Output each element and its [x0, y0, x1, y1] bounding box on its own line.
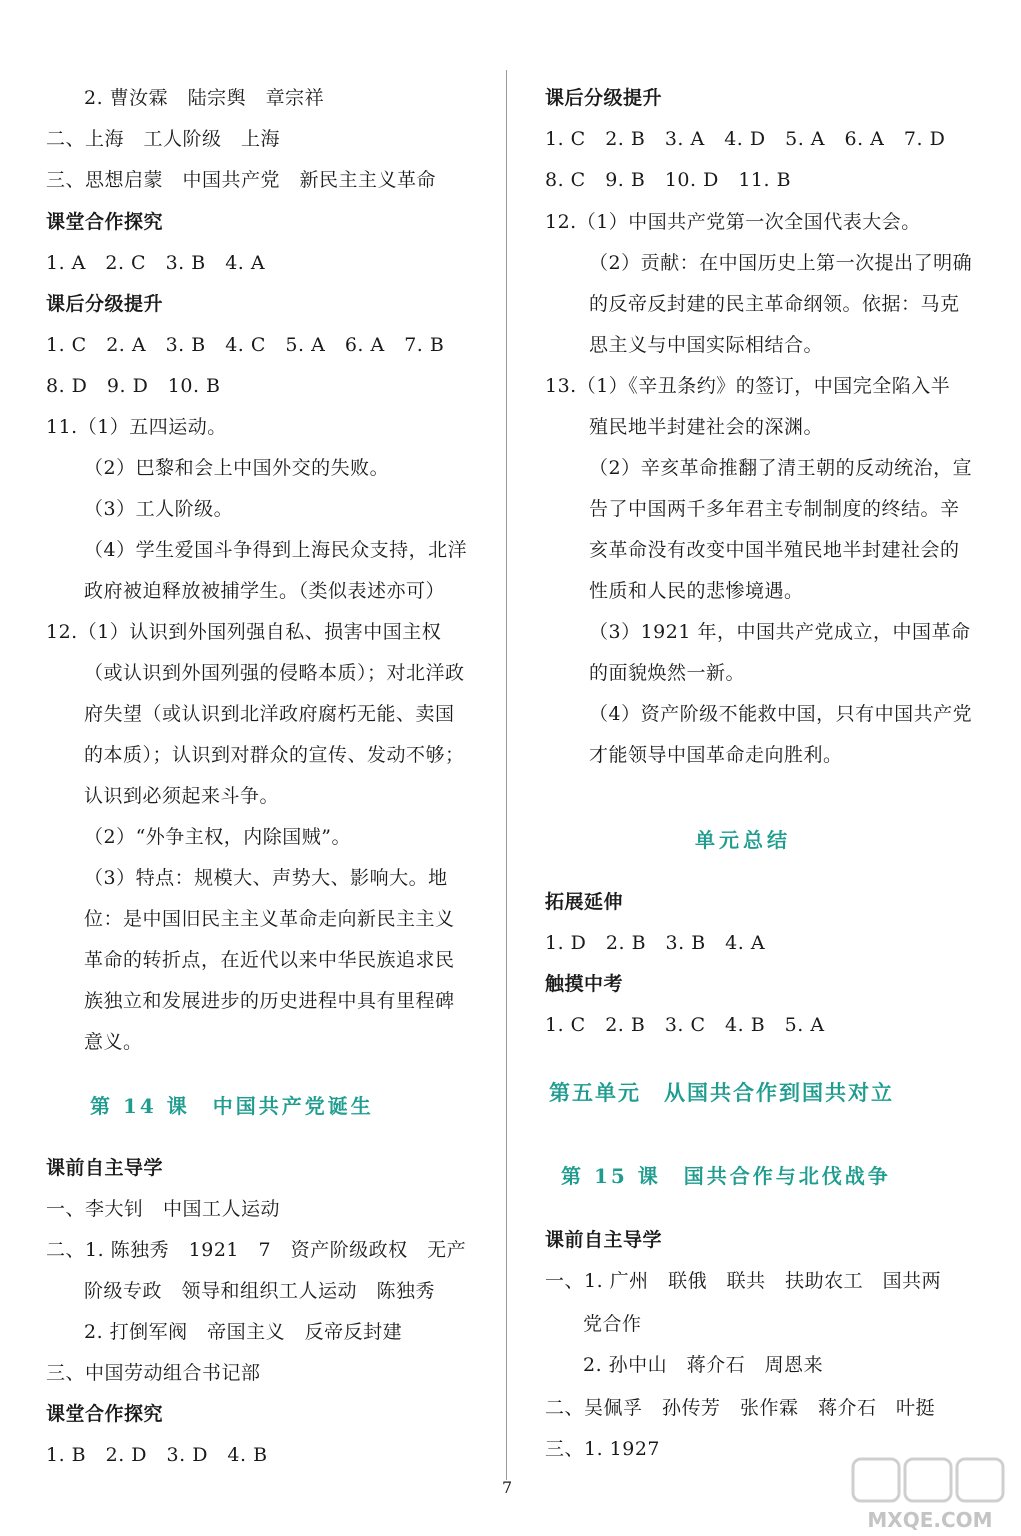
- section-heading: 课堂合作探究: [46, 211, 164, 233]
- section-heading: 拓展延伸: [545, 891, 624, 913]
- text-line: 一、1. 广州 联俄 联共 扶助农工 国共两: [545, 1270, 942, 1292]
- text-line: 族独立和发展进步的历史进程中具有里程碑: [84, 990, 455, 1012]
- answer-line: 1. C 2. B 3. C 4. B 5. A: [545, 1014, 825, 1036]
- text-line: 12.（1）中国共产党第一次全国代表大会。: [545, 211, 921, 233]
- text-line: 二、上海 工人阶级 上海: [46, 128, 281, 150]
- text-line: 11.（1）五四运动。: [46, 416, 227, 438]
- watermark-text: MXQE.COM: [867, 1508, 993, 1532]
- unit-summary-title: 单元总结: [695, 828, 791, 852]
- answer-line: 8. D 9. D 10. B: [46, 375, 221, 397]
- text-line: 革命的转折点，在近代以来中华民族追求民: [84, 949, 455, 971]
- text-line: （3）1921 年，中国共产党成立，中国革命: [589, 621, 971, 643]
- text-line: （2）贡献：在中国历史上第一次提出了明确: [589, 252, 973, 274]
- text-line: 告了中国两千多年君主专制制度的终结。辛: [589, 498, 960, 520]
- page-number: 7: [502, 1478, 513, 1497]
- lesson-14-title: 第 14 课 中国共产党诞生: [90, 1094, 374, 1118]
- text-line: （2）“外争主权，内除国贼”。: [84, 826, 352, 848]
- section-heading: 课堂合作探究: [46, 1403, 164, 1425]
- text-line: 亥革命没有改变中国半殖民地半封建社会的: [589, 539, 960, 561]
- text-line: 阶级专政 领导和组织工人运动 陈独秀: [84, 1280, 436, 1302]
- text-line: （3）工人阶级。: [84, 498, 234, 520]
- answer-line: 8. C 9. B 10. D 11. B: [545, 169, 792, 191]
- text-line: （2）巴黎和会上中国外交的失败。: [84, 457, 390, 479]
- text-line: 意义。: [84, 1031, 143, 1053]
- text-line: 府失望（或认识到北洋政府腐朽无能、卖国: [84, 703, 455, 725]
- text-line: 二、吴佩孚 孙传芳 张作霖 蒋介石 叶挺: [545, 1397, 936, 1419]
- text-line: 殖民地半封建社会的深渊。: [589, 416, 824, 438]
- text-line: （2）辛亥革命推翻了清王朝的反动统治，宣: [589, 457, 973, 479]
- text-line: 13.（1）《辛丑条约》的签订，中国完全陷入半: [545, 375, 951, 397]
- section-heading: 课前自主导学: [545, 1229, 663, 1251]
- answer-line: 1. A 2. C 3. B 4. A: [46, 252, 266, 274]
- text-line: 认识到必须起来斗争。: [84, 785, 280, 807]
- text-line: （3）特点：规模大、声势大、影响大。地: [84, 867, 448, 889]
- answer-line: 1. C 2. B 3. A 4. D 5. A 6. A 7. D: [545, 128, 946, 150]
- text-line: 三、1. 1927: [545, 1438, 661, 1460]
- answer-line: 1. D 2. B 3. B 4. A: [545, 932, 766, 954]
- text-line: 二、1. 陈独秀 1921 7 资产阶级政权 无产: [46, 1239, 467, 1261]
- text-line: （4）资产阶级不能救中国，只有中国共产党: [589, 703, 973, 725]
- section-heading: 课前自主导学: [46, 1157, 164, 1179]
- section-heading: 课后分级提升: [46, 293, 164, 315]
- section-heading: 触摸中考: [545, 973, 624, 995]
- text-line: 位：是中国旧民主主义革命走向新民主主义: [84, 908, 455, 930]
- text-line: 12.（1）认识到外国列强自私、损害中国主权: [46, 621, 442, 643]
- column-divider: [506, 70, 507, 1480]
- text-line: 2. 孙中山 蒋介石 周恩来: [583, 1354, 824, 1376]
- text-line: 三、中国劳动组合书记部: [46, 1362, 261, 1384]
- text-line: 政府被迫释放被捕学生。（类似表述亦可）: [84, 580, 446, 602]
- text-line: 思主义与中国实际相结合。: [589, 334, 824, 356]
- text-line: 2. 曹汝霖 陆宗舆 章宗祥: [84, 87, 325, 109]
- text-line: 党合作: [583, 1313, 642, 1335]
- text-line: 2. 打倒军阀 帝国主义 反帝反封建: [84, 1321, 403, 1343]
- lesson-15-title: 第 15 课 国共合作与北伐战争: [561, 1164, 891, 1188]
- answer-line: 1. B 2. D 3. D 4. B: [46, 1444, 268, 1466]
- text-line: 的反帝反封建的民主革命纲领。依据：马克: [589, 293, 960, 315]
- section-heading: 课后分级提升: [545, 87, 663, 109]
- text-line: （或认识到外国列强的侵略本质）；对北洋政: [84, 662, 465, 684]
- text-line: 才能领导中国革命走向胜利。: [589, 744, 843, 766]
- text-line: 一、李大钊 中国工人运动: [46, 1198, 281, 1220]
- unit-5-title: 第五单元 从国共合作到国共对立: [549, 1080, 894, 1105]
- watermark-logo: [845, 1455, 1015, 1533]
- text-line: 的面貌焕然一新。: [589, 662, 746, 684]
- text-line: 性质和人民的悲惨境遇。: [589, 580, 804, 602]
- text-line: 的本质）；认识到对群众的宣传、发动不够；: [84, 744, 465, 766]
- answer-line: 1. C 2. A 3. B 4. C 5. A 6. A 7. B: [46, 334, 445, 356]
- text-line: （4）学生爱国斗争得到上海民众支持，北洋: [84, 539, 468, 561]
- text-line: 三、思想启蒙 中国共产党 新民主主义革命: [46, 169, 437, 191]
